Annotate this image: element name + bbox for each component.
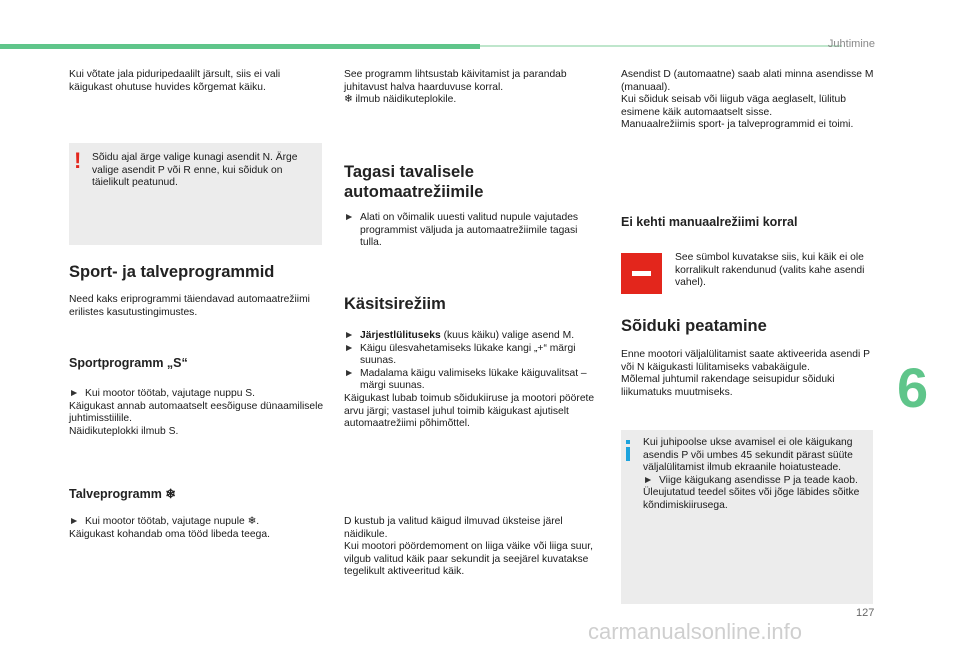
col3-ei bbox=[621, 215, 876, 230]
heading-ei-kehti: Ei kehti manuaalrežiimi korral bbox=[621, 215, 798, 229]
ei-text: See sümbol kuvatakse siis, kui käik ei ole korralikult rakendunud (valits kahe asendi vahel). bbox=[675, 252, 865, 289]
heading-talveprogramm: Talveprogramm ❄ bbox=[69, 487, 176, 501]
info-icon bbox=[626, 447, 630, 461]
bullet-text: Käigu ülesvahetamiseks lükake kangi „+“ märgi suunas. bbox=[360, 342, 576, 367]
intro-text: Kui võtate jala piduripedaalilt järsult, siis ei vali käigukast ohutuse huvides kõrgemat käiku. bbox=[69, 69, 281, 93]
heading-tagasi: Tagasi tavalisele automaatrežiimile bbox=[344, 163, 484, 201]
bullet-icon: ► bbox=[344, 212, 355, 223]
list-item bbox=[344, 368, 599, 393]
warning-text-wrap bbox=[92, 152, 314, 190]
peat-text-1: Enne mootori väljalülitamist saate aktiveerida asendi P või N käigukasti lülitamiseks vabakäigule. bbox=[621, 349, 870, 373]
warning-text bbox=[92, 152, 314, 190]
bullet-icon: ► bbox=[643, 474, 654, 486]
col3-peat-body bbox=[621, 349, 876, 399]
col3-ei-body bbox=[675, 252, 875, 290]
info-icon-dot bbox=[626, 440, 630, 444]
bullet-icon: ► bbox=[69, 388, 80, 399]
col2-tagasi bbox=[344, 162, 564, 202]
kasitsi-text: Käigukast lubab toimub sõidukiiruse ja mootori pöörete arvu järgi; vastasel juhul toimib käigukast ajutiselt automaatrežiimi põhimõttel. bbox=[344, 392, 595, 430]
col1-sportprog bbox=[69, 356, 324, 371]
chapter-title: Juhtimine bbox=[827, 38, 875, 50]
col2-intro-2: ❄ ilmub näidikuteplokile. bbox=[344, 94, 457, 106]
dash-icon bbox=[632, 271, 651, 276]
bullet-icon: ► bbox=[69, 516, 80, 527]
list-item bbox=[69, 388, 324, 401]
header-accent-bar bbox=[0, 44, 480, 49]
sport-text-1: Käigukast annab automaatselt eesõiguse dünaamilisele juhtimisstiilile. bbox=[69, 400, 324, 425]
list-item bbox=[69, 516, 324, 529]
col1-intro bbox=[69, 69, 324, 94]
col3-intro-3: Manuaalrežiimis sport- ja talveprogrammid ei toimi. bbox=[621, 119, 854, 131]
heading-peatamine: Sõiduki peatamine bbox=[621, 317, 767, 335]
bullet-text: Kui mootor töötab, vajutage nuppu S. bbox=[85, 388, 256, 399]
heading-kasitsi: Käsitsirežiim bbox=[344, 295, 446, 313]
header-rule bbox=[480, 45, 842, 47]
peat-text-2: Mõlemal juhtumil rakendage seisupidur sõiduki liikumatuks muutmiseks. bbox=[621, 374, 835, 398]
list-item bbox=[344, 330, 599, 343]
heading-sport: Sport- ja talveprogrammid bbox=[69, 263, 275, 281]
section-number: 6 bbox=[897, 356, 929, 419]
col1-talve-body bbox=[69, 516, 324, 541]
watermark: carmanualsonline.info bbox=[588, 619, 803, 644]
gear-fault-icon bbox=[621, 253, 662, 294]
col3-intro-1: Asendist D (automaatne) saab alati minna asendisse M (manuaal). bbox=[621, 69, 874, 93]
info-body bbox=[643, 437, 865, 513]
bullet-text: Madalama käigu valimiseks lükake käiguvalitsat – märgi suunas. bbox=[360, 367, 587, 392]
bullet-bold: Järjestlülituseks bbox=[360, 330, 441, 341]
col2-kasitsi-body bbox=[344, 330, 599, 431]
heading-sportprogramm: Sportprogramm „S“ bbox=[69, 356, 188, 370]
bullet-icon: ► bbox=[344, 367, 355, 379]
bullet-text: (kuus käiku) valige asend M. bbox=[440, 330, 575, 341]
d-text-1: D kustub ja valitud käigud ilmuvad üksteise järel näidikule. bbox=[344, 516, 563, 540]
col1-sport-body bbox=[69, 388, 324, 438]
col2-tagasi-body bbox=[344, 212, 599, 250]
info-text-1: Kui juhipoolse ukse avamisel ei ole käigukang asendis P või umbes 45 sekundit pärast süüte väljalülitamist ilmub ekraanile hoiatusteade. bbox=[643, 437, 853, 474]
col2-intro bbox=[344, 69, 599, 107]
list-item bbox=[344, 212, 599, 250]
col2-d-body bbox=[344, 516, 599, 579]
col1-sport bbox=[69, 262, 324, 282]
col1-sport-desc bbox=[69, 294, 324, 319]
list-item bbox=[643, 475, 865, 488]
col3-intro bbox=[621, 69, 876, 132]
col2-intro-1: See programm lihtsustab käivitamist ja parandab juhitavust halva haarduvuse korral. bbox=[344, 69, 567, 93]
warning-icon: ! bbox=[74, 148, 82, 173]
bullet-text: Alati on võimalik uuesti valitud nupule vajutades programmist väljuda ja automaatrežiimile tagasi tulla. bbox=[360, 212, 579, 249]
col3-peat bbox=[621, 316, 876, 336]
col1-talve bbox=[69, 487, 324, 502]
bullet-text: Kui mootor töötab, vajutage nupule ❄. bbox=[85, 516, 260, 527]
bullet-icon: ► bbox=[344, 342, 355, 354]
bullet-icon: ► bbox=[344, 330, 355, 341]
page-number: 127 bbox=[856, 607, 875, 619]
col3-intro-2: Kui sõiduk seisab või liigub väga aeglaselt, lülitub esimene käik automaatselt sisse. bbox=[621, 94, 846, 118]
sport-desc: Need kaks eriprogrammi täiendavad automaatrežiimi erilistes kasutustingimustes. bbox=[69, 294, 310, 318]
sport-text-2: Näidikuteplokki ilmub S. bbox=[69, 425, 179, 437]
info-text-2: Üleujutatud teedel sõites või jõge läbides sõitke kõndimiskiirusega. bbox=[643, 487, 860, 511]
col2-kasitsi bbox=[344, 294, 599, 314]
talve-text: Käigukast kohandab oma tööd libeda teega. bbox=[69, 528, 270, 540]
list-item bbox=[344, 343, 599, 368]
warning-text-body: Sõidu ajal ärge valige kunagi asendit N. Ärge valige asendit P või R enne, kui sõiduk on täielikult peatunud. bbox=[92, 152, 298, 189]
bullet-text: Viige käigukang asendisse P ja teade kaob. bbox=[659, 474, 858, 486]
d-text-2: Kui mootori pöördemoment on liiga väike või liiga suur, vilgub valitud käik paar sekundit ja seejärel kuvatakse tegelikult aktiveeritud käik. bbox=[344, 541, 593, 578]
